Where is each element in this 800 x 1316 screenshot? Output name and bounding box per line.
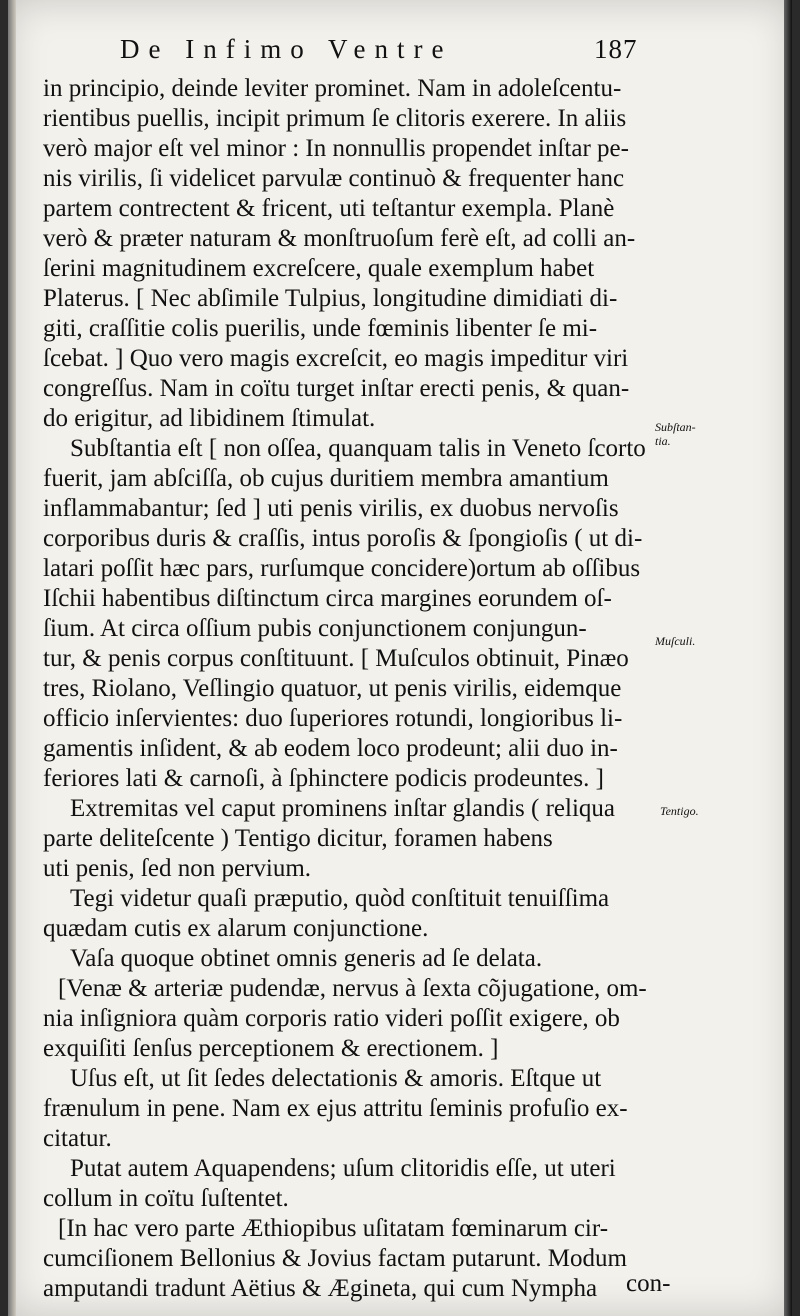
text-line: collum in coïtu ſuſtentet. xyxy=(43,1185,289,1212)
text-line: amputandi tradunt Aëtius & Ægineta, qui cum Nympha xyxy=(43,1275,598,1302)
text-line: [Venæ & arteriæ pudendæ, nervus à ſexta cõjugatione, om- xyxy=(58,975,647,1002)
text-line: fuerit, jam abſciſſa, ob cujus duritiem membra amantium xyxy=(43,465,609,492)
text-line: exquiſiti ſenſus perceptionem & erectionem. ] xyxy=(43,1035,499,1062)
page-number: 187 xyxy=(594,34,638,64)
running-header xyxy=(120,34,640,65)
text-line: gamentis inſident, & ab eodem loco prodeunt; alii duo in- xyxy=(43,735,618,762)
text-line: Subſtantia eſt [ non oſſea, quanquam talis in Veneto ſcorto xyxy=(70,435,646,462)
catchword: con- xyxy=(626,1270,671,1297)
text-line: partem contrectent & fricent, uti teſtantur exempla. Planè xyxy=(43,195,615,222)
text-line: Extremitas vel caput prominens inſtar glandis ( reliqua xyxy=(70,795,615,822)
text-line: Tegi videtur quaſi præputio, quòd conſtituit tenuiſſima xyxy=(70,885,610,912)
text-line: nia inſigniora quàm corporis ratio videri poſſit exigere, ob xyxy=(43,1005,620,1032)
page-edge-left xyxy=(8,0,16,1316)
text-line: officio inſervientes: duo ſuperiores rotundi, longioribus li- xyxy=(43,705,623,732)
text-line: Putat autem Aquapendens; uſum clitoridis eſſe, ut uteri xyxy=(70,1155,616,1182)
book-page xyxy=(8,0,792,1316)
page-edge-right xyxy=(784,0,792,1316)
text-line: Platerus. [ Nec abſimile Tulpius, longitudine dimidiati di- xyxy=(43,285,618,312)
text-line: inflammabantur; ſed ] uti penis virilis, ex duobus nervoſis xyxy=(43,495,619,522)
text-line: corporibus duris & craſſis, intus poroſis & ſpongioſis ( ut di- xyxy=(43,525,643,552)
text-line: [In hac vero parte Æthiopibus uſitatam fœminarum cir- xyxy=(58,1215,609,1242)
text-line: Iſchii habentibus diſtinctum circa margines eorundem oſ- xyxy=(43,585,612,612)
text-line: rientibus puellis, incipit primum ſe clitoris exerere. In aliis xyxy=(43,105,627,132)
text-line: in principio, deinde leviter prominet. Nam in adoleſcentu- xyxy=(43,75,622,102)
text-line: citatur. xyxy=(43,1125,112,1152)
text-line: Uſus eſt, ut ſit ſedes delectationis & amoris. Eſtque ut xyxy=(70,1065,602,1092)
text-line: nis virilis, ſi videlicet parvulæ continuò & frequenter hanc xyxy=(43,165,625,192)
text-line: ſcebat. ] Quo vero magis excreſcit, eo magis impeditur viri xyxy=(43,345,629,372)
text-line: feriores lati & carnoſi, à ſphinctere podicis prodeuntes. ] xyxy=(43,765,604,792)
text-line: do erigitur, ad libidinem ſtimulat. xyxy=(43,405,376,432)
text-line: cumciſionem Bellonius & Jovius factam putarunt. Modum xyxy=(43,1245,627,1272)
text-line: verò major eſt vel minor : In nonnullis propendet inſtar pe- xyxy=(43,135,629,162)
text-line: Vaſa quoque obtinet omnis generis ad ſe delata. xyxy=(70,945,543,972)
text-line: tres, Riolano, Veſlingio quatuor, ut penis virilis, eidemque xyxy=(43,675,622,702)
text-line: uti penis, ſed non pervium. xyxy=(43,855,312,882)
text-line: giti, craſſitie colis puerilis, unde fœminis libenter ſe mi- xyxy=(43,315,598,342)
margin-note-substantia: Subſtan- tia. xyxy=(655,420,696,448)
text-line: verò & præter naturam & monſtruoſum ferè eſt, ad colli an- xyxy=(43,225,636,252)
running-title: De Infimo Ventre xyxy=(120,34,453,64)
text-line: ſerini magnitudinem excreſcere, quale exemplum habet xyxy=(43,255,595,282)
text-line: tur, & penis corpus conſtituunt. [ Muſculos obtinuit, Pinæo xyxy=(43,645,629,672)
text-line: quædam cutis ex alarum conjunctione. xyxy=(43,915,429,942)
text-line: frænulum in pene. Nam ex ejus attritu ſeminis profuſio ex- xyxy=(43,1095,628,1122)
text-line: congreſſus. Nam in coïtu turget inſtar erecti penis, & quan- xyxy=(43,375,630,402)
text-line: ſium. At circa oſſium pubis conjunctionem conjungun- xyxy=(43,615,587,642)
margin-note-tentigo: Tentigo. xyxy=(660,804,699,818)
text-line: latari poſſit hæc pars, rurſumque concidere)ortum ab oſſibus xyxy=(43,555,641,582)
text-line: parte deliteſcente ) Tentigo dicitur, foramen habens xyxy=(43,825,553,852)
margin-note-musculi: Muſculi. xyxy=(655,634,696,648)
